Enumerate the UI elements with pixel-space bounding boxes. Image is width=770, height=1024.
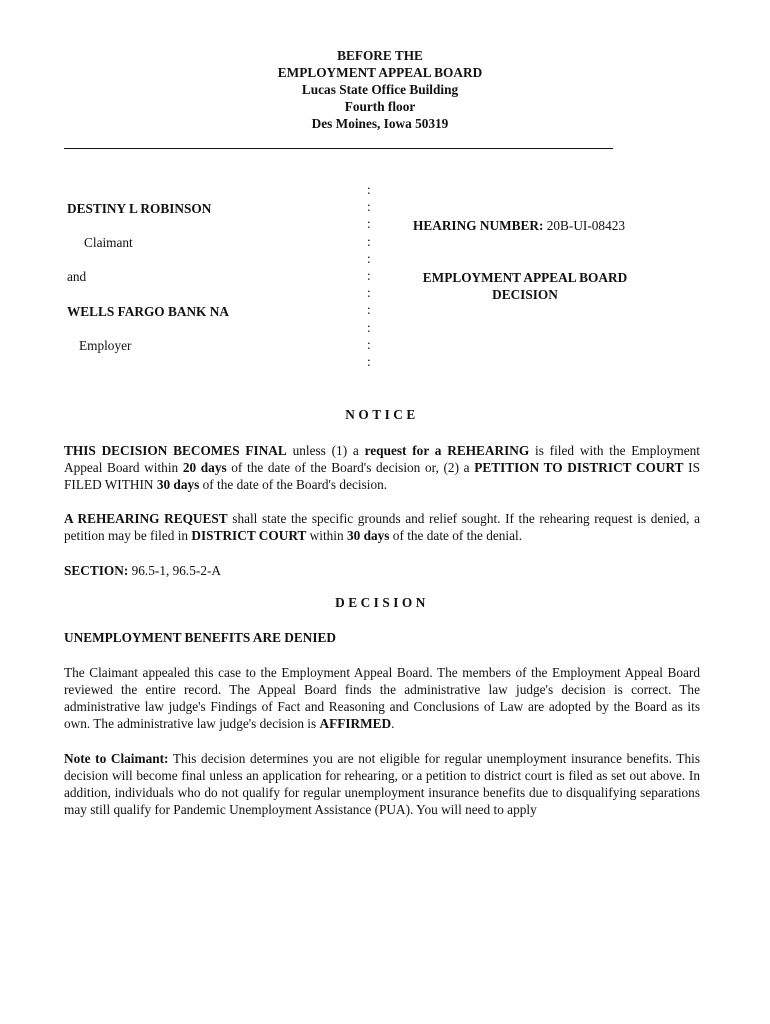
text: of the date of the denial. — [389, 528, 523, 543]
text: is filed with the Employment Appeal Board within — [64, 443, 700, 475]
caption-colon: : — [367, 268, 371, 284]
text: of the date of the Board's decision. — [199, 477, 388, 492]
caption-colon: : — [367, 250, 371, 266]
text-bold: THIS DECISION BECOMES FINAL — [64, 443, 287, 458]
note-text: This decision determines you are not eligible for regular unemployment insurance benefits. This decision will become final unless an application for rehearing, or a petition to district court is filed as set out above. In addition, individuals who do not qualify for regular unemployment insurance benefits due to disqualifying separations may still qualify for Pandemic Unemployment Assistance (PUA). You will need to apply — [64, 751, 700, 817]
text-bold: PETITION TO DISTRICT COURT — [474, 460, 684, 475]
text: . — [391, 716, 395, 731]
claimant-name: DESTINY L ROBINSON — [67, 201, 212, 216]
decision-title-line2: DECISION — [492, 287, 558, 302]
text: The Claimant appealed this case to the Employment Appeal Board. The members of the Employment Appeal Board reviewed the entire record. The Appeal Board finds the administrative law judge's decision is correct. The administrative law judge's Findings of Fact and Reasoning and Conclusions of Law are adopted by the Board as its own. The administrative law judge's decision is — [64, 665, 700, 731]
caption-colon: : — [367, 336, 371, 352]
text: within — [306, 528, 347, 543]
header-line-city: Des Moines, Iowa 50319 — [311, 116, 449, 131]
header-line-floor: Fourth floor — [344, 99, 416, 114]
text-bold: DISTRICT COURT — [191, 528, 307, 543]
text: shall state the specific grounds and relief sought. If the rehearing request is denied, a petition may be filed in — [64, 511, 700, 543]
text-bold: 30 days — [346, 528, 390, 543]
header-line-building: Lucas State Office Building — [301, 82, 459, 97]
header-divider — [64, 148, 613, 149]
text-bold: request for a REHEARING — [364, 443, 530, 458]
text: of the date of the Board's decision or, (2) a — [226, 460, 475, 475]
caption-colon: : — [367, 199, 371, 215]
caption-colon: : — [367, 354, 371, 370]
caption-colon: : — [367, 302, 371, 318]
section-label: SECTION: — [64, 563, 129, 578]
caption-colon: : — [367, 285, 371, 301]
notice-heading: NOTICE — [345, 407, 419, 422]
caption-colon: : — [367, 233, 371, 249]
caption-colon: : — [367, 182, 371, 197]
text: IS FILED WITHIN — [64, 460, 700, 492]
decision-result: UNEMPLOYMENT BENEFITS ARE DENIED — [64, 630, 337, 645]
caption-colon: : — [367, 319, 371, 335]
hearing-number-label: HEARING NUMBER: — [413, 218, 544, 233]
notice-paragraph-final — [64, 442, 700, 493]
notice-paragraph-rehearing — [64, 510, 700, 544]
employer-name: WELLS FARGO BANK NA — [67, 304, 229, 319]
decision-title-line1: EMPLOYMENT APPEAL BOARD — [422, 270, 628, 285]
text-bold: A REHEARING REQUEST — [64, 511, 228, 526]
decision-paragraph — [64, 664, 700, 732]
hearing-number — [413, 218, 625, 234]
caption-colon: : — [367, 216, 371, 232]
caption-colon-column — [367, 181, 377, 370]
and-label: and — [67, 269, 87, 284]
employer-label: Employer — [79, 338, 132, 353]
note-to-claimant — [64, 750, 700, 818]
section-value: 96.5-1, 96.5-2-A — [128, 563, 221, 578]
claimant-label: Claimant — [84, 235, 133, 250]
text: unless (1) a — [286, 443, 365, 458]
header-line-board: EMPLOYMENT APPEAL BOARD — [277, 65, 483, 80]
text-bold: 20 days — [182, 460, 227, 475]
text-bold: 30 days — [156, 477, 200, 492]
decision-heading: DECISION — [335, 595, 429, 610]
note-label: Note to Claimant: — [64, 751, 169, 766]
section-line — [64, 562, 700, 579]
header-line-before-the: BEFORE THE — [337, 48, 423, 63]
hearing-number-value: 20B-UI-08423 — [546, 218, 626, 233]
text-bold: AFFIRMED — [319, 716, 392, 731]
